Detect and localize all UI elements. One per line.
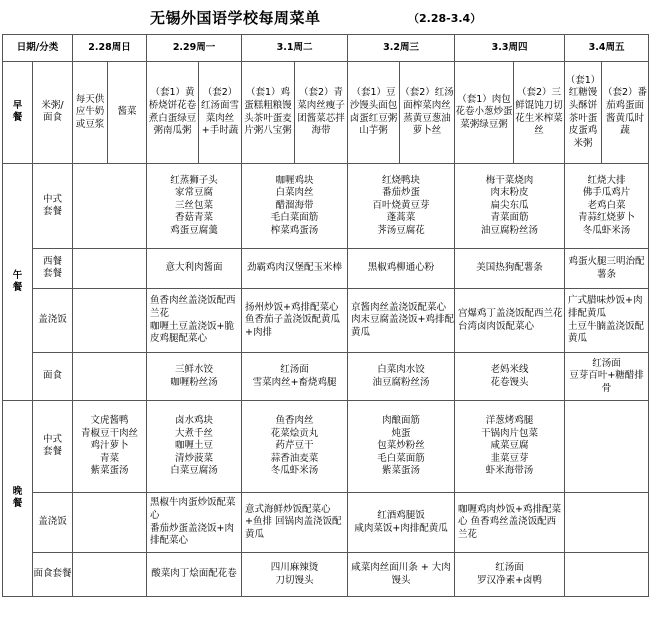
lunch-noodle-wed: 白菜肉水饺 油豆腐粉丝汤: [348, 353, 455, 401]
lunch-noodle-row: [3, 353, 649, 401]
lunch-chinese-thu: 梅干菜烧肉 肉末粉皮 扁尖东瓜 青菜面筋 油豆腐粉丝汤: [455, 164, 565, 249]
breakfast-tue-set1: （套1）鸡蛋糕粗粮馒头茶叶蛋麦片粥八宝粥: [242, 62, 295, 164]
dinner-rice-wed: 红酒鸡腿饭 咸肉菜饭+肉排配黄瓜: [348, 493, 455, 553]
lunch-rice-row: [3, 289, 649, 353]
dinner-chinese-mon: 卤水鸡块 大煮千丝 咖喱土豆 清炒菠菜 白菜豆腐汤: [147, 401, 242, 493]
dinner-chinese-tue: 鱼香肉丝 花菜烩贡丸 药芹豆干 蒜香油麦菜 冬瓜虾米汤: [242, 401, 348, 493]
dinner-noodle-thu: 红汤面 罗汉净素+卤鸭: [455, 553, 565, 597]
breakfast-fri-set1: （套1）红糖馒头酥饼茶叶蛋皮蛋鸡米粥: [565, 62, 602, 164]
lunch-noodle-fri: 红汤面 豆芽百叶+糖醋排骨: [565, 353, 649, 401]
lunch-rice-category: 盖浇饭: [33, 289, 73, 353]
menu-table: [2, 34, 649, 597]
title-bar: [0, 0, 630, 34]
meal-label-breakfast: 早餐: [3, 62, 33, 164]
lunch-western-tue: 劲霸鸡肉汉堡配玉米棒: [242, 249, 348, 289]
meal-label-dinner: 晚餐: [3, 401, 33, 597]
lunch-rice-fri: 广式腊味炒饭+肉排配黄瓜 土豆牛腩盖浇饭配黄瓜: [565, 289, 649, 353]
lunch-western-thu: 美国热狗配薯条: [455, 249, 565, 289]
breakfast-sun-drink: 每天供应牛奶或豆浆: [73, 62, 108, 164]
lunch-rice-mon: 鱼香肉丝盖浇饭配西兰花 咖喱土豆盖浇饭+脆皮鸡腿配菜心: [147, 289, 242, 353]
breakfast-wed-set2: （套2）红汤面榨菜肉丝蒸黄豆葱油萝卜丝: [400, 62, 455, 164]
header-day-wed: 3.2周三: [348, 35, 455, 62]
dinner-noodle-row: [3, 553, 649, 597]
header-day-thu: 3.3周四: [455, 35, 565, 62]
lunch-rice-wed: 京酱肉丝盖浇饭配菜心 肉末豆腐盖浇饭+鸡排配黄瓜: [348, 289, 455, 353]
header-day-sun: 2.28周日: [73, 35, 147, 62]
dinner-rice-mon: 黑椒牛肉蛋炒饭配菜心 番茄炒蛋盖浇饭+肉排配菜心: [147, 493, 242, 553]
lunch-noodle-category: 面食: [33, 353, 73, 401]
dinner-chinese-wed: 肉酿面筋 炖蛋 包菜炒粉丝 毛白菜面筋 紫菜蛋汤: [348, 401, 455, 493]
lunch-rice-sun: [73, 289, 147, 353]
lunch-noodle-mon: 三鲜水饺 咖喱粉丝汤: [147, 353, 242, 401]
dinner-noodle-fri: [565, 553, 649, 597]
lunch-chinese-tue: 咖喱鸡块 白菜肉丝 醋溜海带 毛白菜面筋 榨菜鸡蛋汤: [242, 164, 348, 249]
dinner-chinese-fri: [565, 401, 649, 493]
dinner-rice-tue: 意式海鲜炒饭配菜心+鱼排 回锅肉盖浇饭配黄瓜: [242, 493, 348, 553]
lunch-chinese-sun: [73, 164, 147, 249]
dinner-noodle-tue: 四川麻辣烫 刀切馒头: [242, 553, 348, 597]
dinner-chinese-sun: 文虎酱鸭 青椒豆干肉丝 鸡汁萝卜 青菜 紫菜蛋汤: [73, 401, 147, 493]
header-day-tue: 3.1周二: [242, 35, 348, 62]
lunch-noodle-sun: [73, 353, 147, 401]
dinner-rice-row: [3, 493, 649, 553]
lunch-western-mon: 意大利肉酱面: [147, 249, 242, 289]
header-date-category: 日期/分类: [3, 35, 73, 62]
lunch-chinese-fri: 红烧大排 佛手瓜鸡片 老鸡白菜 青蒜红烧萝卜 冬瓜虾米汤: [565, 164, 649, 249]
lunch-western-category: 西餐套餐: [33, 249, 73, 289]
dinner-rice-fri: [565, 493, 649, 553]
breakfast-wed-set1: （套1）豆沙馒头面包卤蛋红豆粥山芋粥: [348, 62, 400, 164]
breakfast-mon-set2: （套2）红汤面雪菜肉丝+手时蔬: [199, 62, 242, 164]
dinner-noodle-mon: 酸菜肉丁烩面配花卷: [147, 553, 242, 597]
dinner-noodle-wed: 咸菜肉丝面川条 + 大肉馒头: [348, 553, 455, 597]
meal-label-lunch: 午餐: [3, 164, 33, 401]
lunch-western-row: [3, 249, 649, 289]
lunch-western-fri: 鸡蛋火腿三明治配薯条: [565, 249, 649, 289]
breakfast-row: [3, 62, 649, 164]
lunch-chinese-category: 中式套餐: [33, 164, 73, 249]
lunch-western-sun: [73, 249, 147, 289]
dinner-chinese-thu: 洋葱烤鸡腿 干锅肉片包菜 咸菜豆腐 韭菜豆芽 虾米海带汤: [455, 401, 565, 493]
dinner-noodle-category: 面食套餐: [33, 553, 73, 597]
lunch-chinese-row: [3, 164, 649, 249]
lunch-noodle-thu: 老妈米线 花卷馒头: [455, 353, 565, 401]
lunch-chinese-wed: 红烧鸭块 番茄炒蛋 百叶烧黄豆芽 蓬蒿菜 荠汤豆腐花: [348, 164, 455, 249]
breakfast-thu-set2: （套2）三鲜馄饨刀切花生米榨菜丝: [514, 62, 565, 164]
lunch-rice-tue: 扬州炒饭+鸡排配菜心 鱼香茄子盖浇饭配黄瓜+肉排: [242, 289, 348, 353]
lunch-western-wed: 黑椒鸡柳通心粉: [348, 249, 455, 289]
breakfast-fri-set2: （套2）番茄鸡蛋面酱黄瓜时蔬: [602, 62, 649, 164]
lunch-rice-thu: 宫爆鸡丁盖浇饭配西兰花 台湾卤肉饭配菜心: [455, 289, 565, 353]
page-title: 无锡外国语学校每周菜单: [150, 9, 321, 27]
dinner-chinese-category: 中式套餐: [33, 401, 73, 493]
dinner-rice-sun: [73, 493, 147, 553]
breakfast-sun-side: 酱菜: [108, 62, 147, 164]
dinner-noodle-sun: [73, 553, 147, 597]
header-day-mon: 2.29周一: [147, 35, 242, 62]
dinner-chinese-row: [3, 401, 649, 493]
lunch-chinese-mon: 红蒸狮子头 家常豆腐 三丝包菜 香菇青菜 鸡蛋豆腐羹: [147, 164, 242, 249]
breakfast-tue-set2: （套2）青菜肉丝瘦子团酱菜芯拌海带: [295, 62, 348, 164]
header-day-fri: 3.4周五: [565, 35, 649, 62]
breakfast-thu-set1: （套1）肉包花卷小葱炒蛋菜粥绿豆粥: [455, 62, 514, 164]
breakfast-mon-set1: （套1）黄桥烧饼花卷煮白蛋绿豆粥南瓜粥: [147, 62, 199, 164]
date-range: （2.28-3.4）: [408, 12, 482, 25]
dinner-rice-category: 盖浇饭: [33, 493, 73, 553]
header-row: [3, 35, 649, 62]
dinner-rice-thu: 咖喱鸡肉炒饭+鸡排配菜心 鱼香鸡丝盖浇饭配西兰花: [455, 493, 565, 553]
lunch-noodle-tue: 红汤面 雪菜肉丝+畜烧鸡腿: [242, 353, 348, 401]
breakfast-category: 米粥/面食: [33, 62, 73, 164]
